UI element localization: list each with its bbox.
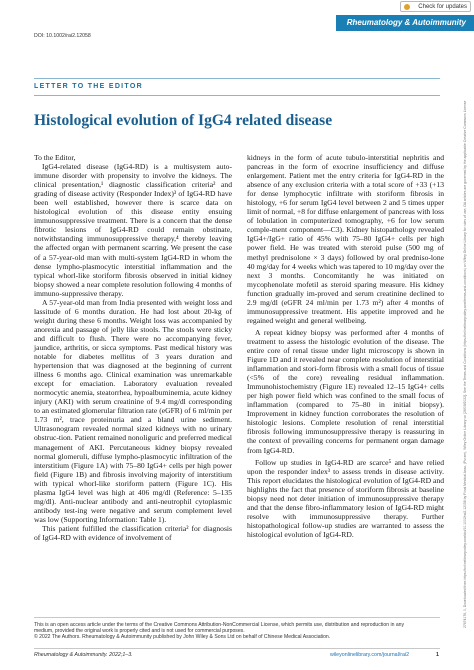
download-sidebar: [461, 38, 470, 628]
article-title: Histological evolution of IgG4 related disease: [34, 112, 333, 129]
footer-rule: [34, 648, 440, 649]
section-rule-top: [34, 78, 440, 79]
paragraph: A repeat kidney biopsy was performed after 4 months of treatment to assess the histologic evolution of the disease. The entire core of renal tissue under light microscopy is shown in Figure 1D and it revealed near complete resolution of interstitial inflammation and stori-form fibrosis with a small focus of tissue (<5% of the core) revealing residual inflammation. Immunohistochemistry (Figure 1E) revealed 12–15 IgG4+ cells per high power field which was confined to the small focus of inflammation (compared to 75–80 in initial biopsy). Improvement in kidney function corroborates the resolution of histologic lesions. Complete resolution of renal interstitial fibrosis following immunosuppressive therapy is reassuring in the context of prevailing concerns for permanent organ damage from IgG4-RD.: [247, 327, 444, 455]
page-number: 1: [436, 652, 439, 658]
right-column: [247, 153, 444, 539]
paragraph: IgG4-related disease (IgG4-RD) is a multisystem auto-immune disorder with propensity to involve the kidneys. The clinical presentation,¹ diagnostic classification criteria² and grading of disease activity (Responder Index)³ of IgG4-RD have been well established, however there is scarce data on histological evolution of this disease entity ensuing immunosuppressive treatment. There is a concern that the dense fibrotic lesions of IgG4-RD could remain obstinate, notwithstanding immunosuppressive therapy,⁴ thereby leaving the affected organ with permanent scarring. We present the case of a 57-year-old man with multi-system IgG4-RD in whom the dense lympho-plasmocytic interstitial inflammation and the typical whorl-like storiform fibrosis observed in initial kidney biopsy showed a near complete resolution following 4 months of immuno-suppressive therapy.: [34, 162, 232, 298]
journal-band: Rheumatology & Autoimmunity: [336, 15, 474, 31]
license-line: medium, provided the original work is properly cited and is not used for commercial purposes.: [34, 628, 245, 635]
check-for-updates-label: Check for updates: [418, 4, 467, 10]
check-for-updates-button[interactable]: [400, 1, 471, 12]
copyright-line: © 2022 The Authors. Rheumatology & Autoimmunity published by John Wiley & Sons Ltd on behalf of Chinese Medical Association.: [34, 634, 331, 641]
section-heading: LETTER TO THE EDITOR: [34, 83, 143, 90]
doi: DOI: 10.1002/rai2.12058: [34, 33, 91, 39]
section-rule-bottom: [34, 95, 440, 96]
salutation: To the Editor,: [34, 153, 76, 162]
download-notice: 27674176, 0, Downloaded from https://onlinelibrary.wiley.com/doi/10.1002/rai2.12058 by Fiinal Medical Asso. (Purzer), Wiley Online Library on [26/09/2022]. See the Terms and Conditions (https://onlinelibrary.wiley.com/terms-and-conditions) on Wiley Online Library for rules of use; OA articles are governed by the applicable Creative Commons License: [463, 100, 467, 628]
left-column: [34, 153, 232, 542]
license-line: This is an open access article under the terms of the Creative Commons Attribution-NonCommercial License, which permits use, distribution and reproduction in any: [34, 622, 405, 628]
update-icon: [404, 4, 410, 10]
paragraph: A 57-year-old man from India presented with weight loss and lassitude of 6 months duration. He had lost about 20-kg of weight during these 6 months. Weight loss was accompanied by anorexia and passage of jelly like stools. The stools were sticky and difficult to flush. There were no accompanying fever, jaundice, arthritis, or sicca symptoms. Past medical history was notable for diabetes mellitus of 3 years duration and hypertension that was diagnosed at the beginning of current illness 6 months ago. Clinical examination was unremarkable except for emaciation. Laboratory evaluation revealed normocytic anemia, steatorrhea, hypoalbuminemia, acute kidney injury (AKI) with serum creatinine of 9.4 mg/dl corresponding to an estimated glomerular filtration rate (eGFR) of 6 ml/min per 1.73 m², trace proteinuria and a bland urine sediment. Ultrasonogram revealed normal sized kidneys with no urinary obstruc-tion. Patient remained nonoliguric and preferred medical management of AKI. Percutaneous kidney biopsy revealed normal glomeruli, diffuse lympho-plasmocytic infiltration of the interstitium (Figure 1A) with 75–80 IgG4+ cells per high power field (Figure 1B) and fibrosis involving majority of interstitium with typical whorl-like storiform pattern (Figure 1C). His plasma IgG4 level was high at 406 mg/dl (Reference: 5–135 mg/dl). Anti-nuclear antibody and anti-neutrophil cytoplasmic antibody test-ing were negative and serum complement level was low (Supporting Information: Table 1).: [34, 297, 232, 524]
paragraph: Follow up studies in IgG4-RD are scarce⁵ and have relied upon the responder index³ to assess trends in disease activity. This report elucidates the histological evolution of IgG4-RD and highlights the fact that presence of storiform fibrosis at baseline biopsy need not deter initiation of immunosuppressive therapy and that the dense fibro-inflammatory lesion of IgG4-RD might resolve with immunosuppressive therapy. Further histopathological follow-up studies are warranted to assess the histological evolution of IgG4-RD.: [247, 457, 444, 539]
footer-url-link[interactable]: wileyonlinelibrary.com/journal/rai2: [330, 652, 410, 658]
license-footnote: [34, 622, 440, 641]
paragraph: kidneys in the form of acute tubulo-interstitial nephritis and pancreas in the form of exocrine insufficiency and diffuse enlargement. Patient met the entry criteria for IgG4-RD in the absence of any exclusion criteria with a total score of +33 (+13 for dense lymphocytic infiltrate with storiform fibrosis in histology, +6 for serum IgG4 level between 2 and 5 times upper limit of normal, +8 for diffuse enlargement of pancreas with loss of lobulation in computerized tomography, +6 for low serum comple-ment component—C3). Kidney histopathology revealed IgG4+/IgG+ ratio of 45% with 75–80 IgG4+ cells per high power field. He was treated with steroid pulse (500 mg of methyl prednisolone × 3 days) followed by oral predniso-lone 40 mg/day for 4 weeks which was tapered to 10 mg/day over the next 3 months. Concomitantly he was initiated on mycophenolate mofetil as steroid sparing measure. His kidney function gradually im-proved and serum creatinine declined to 2.9 mg/dl (eGFR 24 ml/min per 1.73 m²) after 4 months of immunosuppressive treatment. His appetite improved and he regained weight and general wellbeing.: [247, 153, 444, 325]
paragraph: This patient fulfilled the classification criteria² for diagnosis of IgG4-RD with evidence of involvement of: [34, 523, 232, 542]
footer-journal: Rheumatology & Autoimmunity. 2022;1–3.: [34, 652, 133, 658]
footnote-rule: [34, 617, 440, 618]
